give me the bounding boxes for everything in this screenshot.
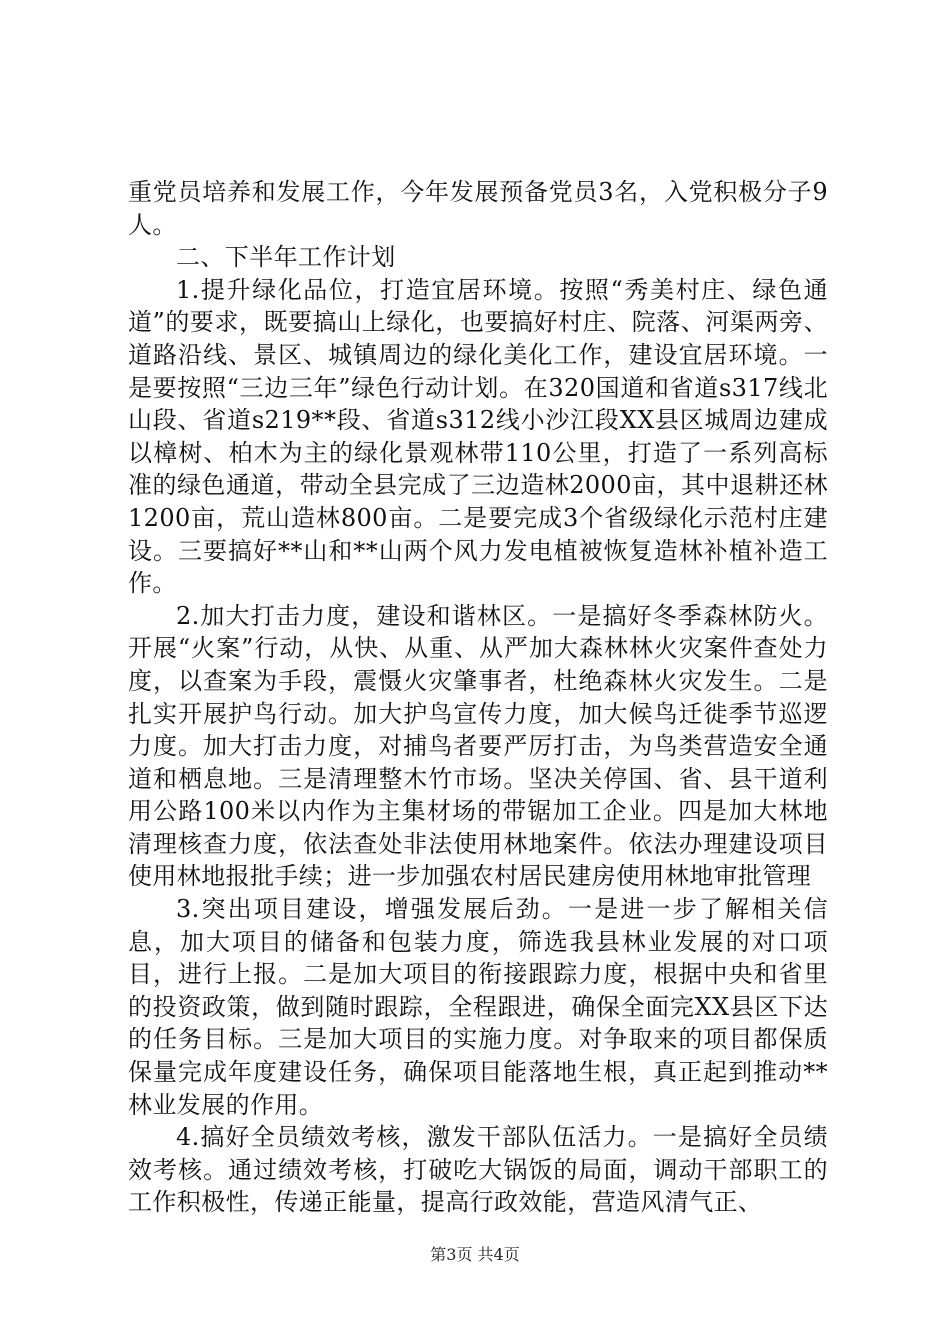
paragraph-forest-enforcement: 2.加大打击力度，建设和谐林区。一是搞好冬季森林防火。开展“火案”行动，从快、从重、从严加大森林林火灾案件查处力度，以查案为手段，震慑火灾肇事者，杜绝森林火灾发生。二是扎实开展护鸟行动。加大护鸟宣传力度，加大候鸟迁徙季节巡逻力度。加大打击力度，对捕鸟者要严厉打击，为鸟类营造安全通道和栖息地。三是清理整木竹市场。坚决关停国、省、县干道利用公路100米以内作为主集材场的带锯加工企业。四是加大林地清理核查力度，依法查处非法使用林地案件。依法办理建设项目使用林地报批手续；进一步加强农村居民建房使用林地审批管理 bbox=[128, 601, 828, 891]
document-body bbox=[128, 176, 828, 1219]
paragraph-performance-assessment: 4.搞好全员绩效考核，激发干部队伍活力。一是搞好全员绩效考核。通过绩效考核，打破吃大锅饭的局面，调动干部职工的工作积极性，传递正能量，提高行政效能，营造风清气正、 bbox=[128, 1123, 828, 1217]
paragraph-party-development: 重党员培养和发展工作，今年发展预备党员3名，入党积极分子9人。 bbox=[128, 178, 828, 239]
page-footer: 第3页 共4页 bbox=[430, 1245, 520, 1264]
paragraph-project-construction: 3.突出项目建设，增强发展后劲。一是进一步了解相关信息，加大项目的储备和包装力度，筛选我县林业发展的对口项目，进行上报。二是加大项目的衔接跟踪力度，根据中央和省里的投资政策，做到随时跟踪，全程跟进，确保全面完XX县区下达的任务目标。三是加大项目的实施力度。对争取来的项目都保质保量完成年度建设任务，确保项目能落地生根，真正起到推动**林业发展的作用。 bbox=[128, 895, 828, 1119]
paragraph-greening-plan: 1.提升绿化品位，打造宜居环境。按照“秀美村庄、绿色通道”的要求，既要搞山上绿化，也要搞好村庄、院落、河渠两旁、道路沿线、景区、城镇周边的绿化美化工作，建设宜居环境。一是要按照“三边三年”绿色行动计划。在320国道和省道s317线北山段、省道s219**段、省道s312线小沙江段XX县区城周边建成以樟树、柏木为主的绿化景观林带110公里，打造了一系列高标准的绿色通道，带动全县完成了三边造林2000亩，其中退耕还林1200亩，荒山造林800亩。二是要完成3个省级绿化示范村庄建设。三要搞好**山和**山两个风力发电植被恢复造林补植补造工作。 bbox=[128, 275, 828, 598]
section-heading-second-half-plan: 二、下半年工作计划 bbox=[176, 243, 396, 272]
